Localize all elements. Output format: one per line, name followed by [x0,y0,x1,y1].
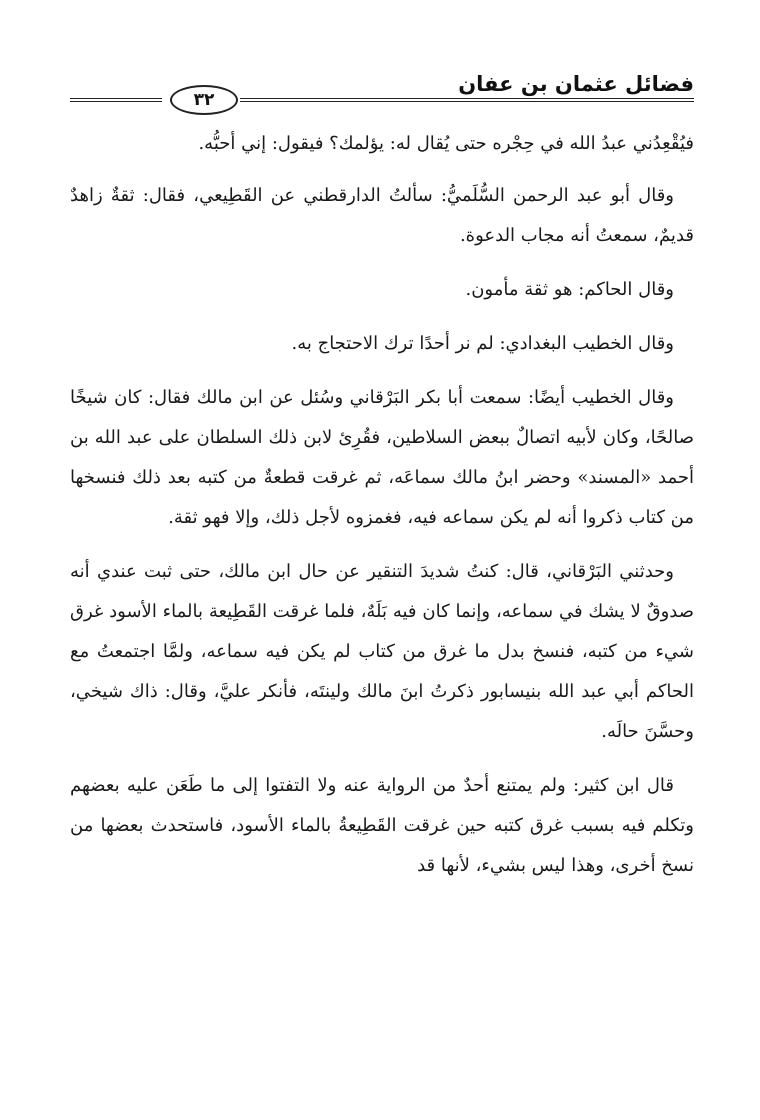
page-number: ٣٢ [170,85,238,115]
paragraph: قال ابن كثير: ولم يمتنع أحدٌ من الرواية عنه ولا التفتوا إلى ما طَعَن عليه بعضهم وتكلم فيه بسبب غرق كتبه حين غرقت القَطِيعةُ بالماء الأسود، فاستحدث بعضها من نسخ أخرى، وهذا ليس بشيء، لأنها قد [70,775,694,876]
paragraph: وقال الخطيب البغدادي: لم نر أحدًا ترك الاحتجاج به. [291,333,674,354]
running-header [70,58,694,118]
paragraph: فيُقْعِدُني عبدُ الله في حِجْره حتى يُقال له: يؤلمك؟ فيقول: إني أحبُّه. [198,133,694,154]
page-body [70,124,694,900]
header-rule-right [240,98,694,102]
paragraph: وقال الحاكم: هو ثقة مأمون. [465,279,674,300]
book-title: فضائل عثمان بن عفان [458,72,694,96]
header-rule-left [70,98,162,102]
paragraph: وحدثني البَرْقاني، قال: كنتُ شديدَ التنقير عن حال ابن مالك، حتى ثبت عندي أنه صدوقٌ لا يشك في سماعه، وإنما كان فيه بَلَهٌ، فلما غرقت القَطِيعة بالماء الأسود غرق شيء من كتبه، فنسخ بدل ما غرق من كتاب لم يكن فيه سماعه، ولمَّا اجتمعتُ مع الحاكم أبي عبد الله بنيسابور ذكرتُ ابنَ مالك ولينتَه، فأنكر عليَّ، وقال: ذاك شيخي، وحسَّنَ حالَه. [70,561,694,742]
paragraph: وقال أبو عبد الرحمن السُّلَميُّ: سألتُ الدارقطني عن القَطِيعي، فقال: ثقةٌ زاهدٌ قديمٌ، سمعتُ أنه مجاب الدعوة. [70,185,694,246]
paragraph: وقال الخطيب أيضًا: سمعت أبا بكر البَرْقاني وسُئل عن ابن مالك فقال: كان شيخًا صالحًا، وكان لأبيه اتصالٌ ببعض السلاطين، فقُرِئ لابن ذلك السلطان على عبد الله بن أحمد «المسند» وحضر ابنُ مالك سماعَه، ثم غرقت قطعةٌ من كتبه بعد ذلك فنسخها من كتاب ذكروا أنه لم يكن سماعه فيه، فغمزوه لأجل ذلك، وإلا فهو ثقة. [70,387,694,528]
